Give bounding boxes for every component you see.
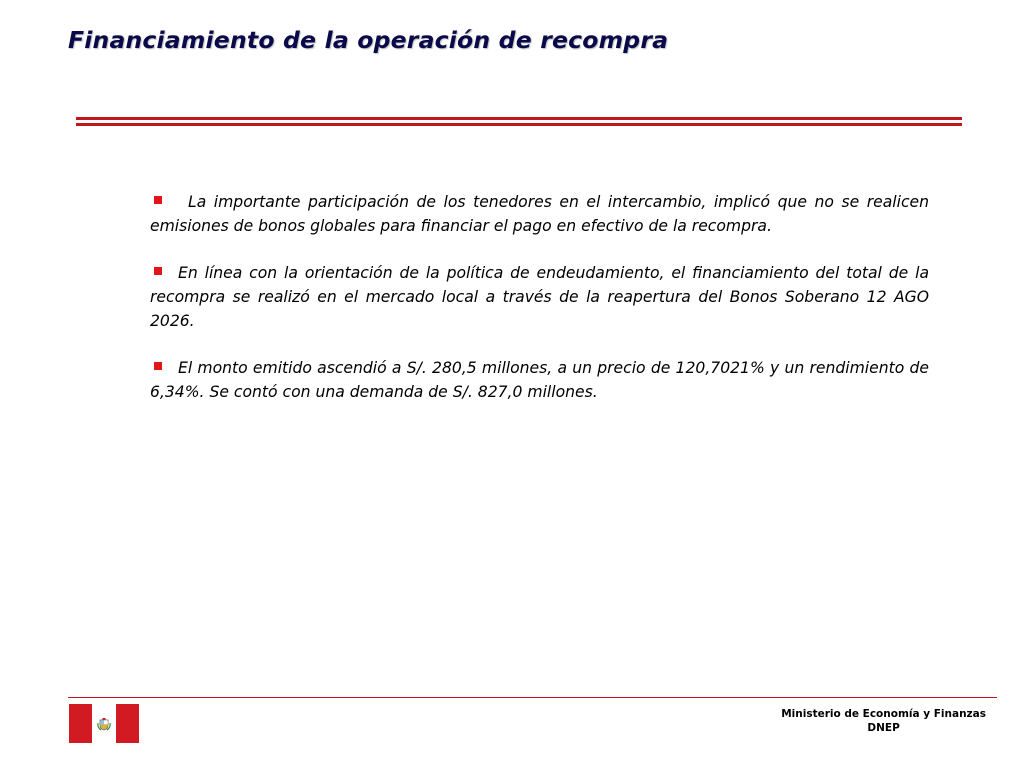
square-bullet-icon: [154, 267, 162, 275]
footer-credit: [781, 707, 986, 735]
bullet-item: [150, 190, 929, 238]
flag-band-right: [116, 704, 139, 743]
title-divider-top: [76, 117, 962, 120]
title-divider-bottom: [76, 123, 962, 126]
department-name: DNEP: [867, 722, 900, 734]
bullet-text: En línea con la orientación de la política de endeudamiento, el financiamiento del total de la recompra se realizó en el mercado local a través de la reapertura del Bonos Soberano 12 AGO 2026.: [150, 264, 929, 330]
bullet-item: [150, 261, 929, 333]
footer-divider: [68, 697, 997, 698]
square-bullet-icon: [154, 362, 162, 370]
peru-flag-icon: [69, 704, 139, 743]
slide-title: Financiamiento de la operación de recompra: [68, 26, 669, 54]
flag-band-left: [69, 704, 92, 743]
bullet-text: El monto emitido ascendió a S/. 280,5 millones, a un precio de 120,7021% y un rendimiento de 6,34%. Se contó con una demanda de S/. 827,0 millones.: [150, 359, 929, 401]
flag-band-center: [92, 704, 115, 743]
square-bullet-icon: [154, 196, 162, 204]
bullet-item: [150, 356, 929, 404]
bullet-list: [150, 190, 929, 427]
bullet-text: La importante participación de los tenedores en el intercambio, implicó que no se realicen emisiones de bonos globales para financiar el pago en efectivo de la recompra.: [150, 193, 929, 235]
ministry-name: Ministerio de Economía y Finanzas: [781, 708, 986, 720]
coat-of-arms-icon: [96, 717, 112, 731]
